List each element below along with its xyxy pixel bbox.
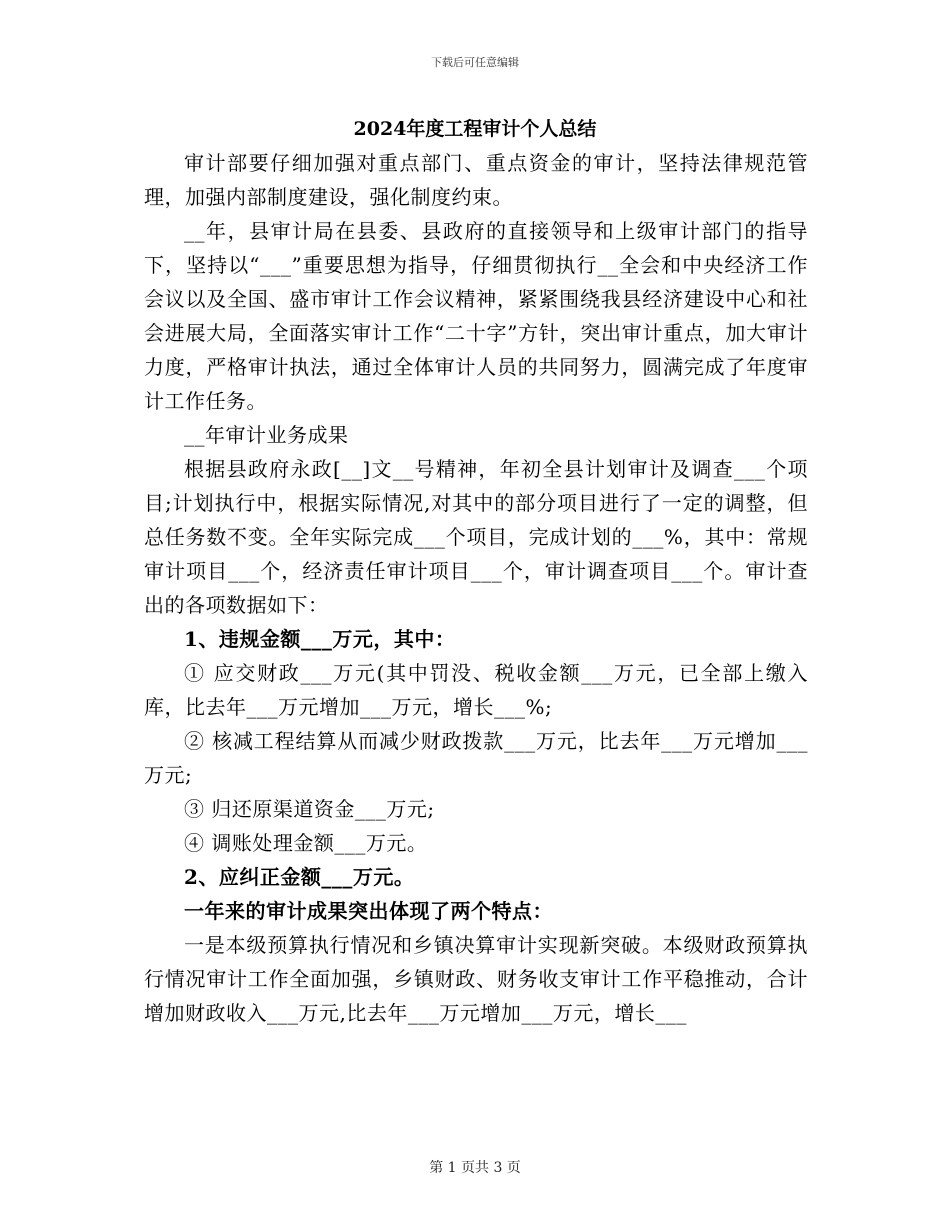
paragraph: __年，县审计局在县委、县政府的直接领导和上级审计部门的指导下，坚持以“___”重要思想为指导，仔细贯彻执行__全会和中央经济工作会议以及全国、盛市审计工作会议精神，紧紧围绕我县经济建设中心和社会进展大局，全面落实审计工作“二十字”方针，突出审计重点，加大审计力度，严格审计执法，通过全体审计人员的共同努力，圆满完成了年度审计工作任务。	[144, 219, 808, 413]
section-heading: 1、违规金额___万元，其中：	[184, 627, 456, 651]
document-body	[144, 146, 808, 1030]
section-heading: 一年来的审计成果突出体现了两个特点：	[184, 899, 553, 923]
paragraph: 审计部要仔细加强对重点部门、重点资金的审计，坚持法律规范管理，加强内部制度建设，强化制度约束。	[144, 151, 808, 209]
page-number: 第 1 页共 3 页	[429, 1160, 521, 1176]
list-item: ① 应交财政___万元(其中罚没、税收金额___万元，已全部上缴入库，比去年___万元增加___万元，增长___%;	[144, 661, 808, 719]
list-item: ② 核减工程结算从而减少财政拨款___万元，比去年___万元增加___万元;	[144, 729, 808, 787]
paragraph: 一是本级预算执行情况和乡镇决算审计实现新突破。本级财政预算执行情况审计工作全面加强，乡镇财政、财务收支审计工作平稳推动，合计增加财政收入___万元,比去年___万元增加___万元，增长___	[144, 933, 808, 1025]
section-heading: 2、应纠正金额___万元。	[184, 865, 415, 889]
paragraph: __年审计业务成果	[184, 423, 349, 447]
page-title: 2024年度工程审计个人总结	[353, 118, 597, 140]
header-note: 下载后可任意编辑	[431, 56, 519, 69]
list-item: ④ 调账处理金额___万元。	[184, 831, 428, 855]
paragraph: 根据县政府永政[__]文__号精神，年初全县计划审计及调查___个项目;计划执行中，根据实际情况,对其中的部分项目进行了一定的调整，但总任务数不变。全年实际完成___个项目，完成计划的___%，其中：常规审计项目___个，经济责任审计项目___个，审计调查项目___个。审计查出的各项数据如下：	[144, 457, 808, 617]
list-item: ③ 归还原渠道资金___万元;	[184, 797, 435, 821]
